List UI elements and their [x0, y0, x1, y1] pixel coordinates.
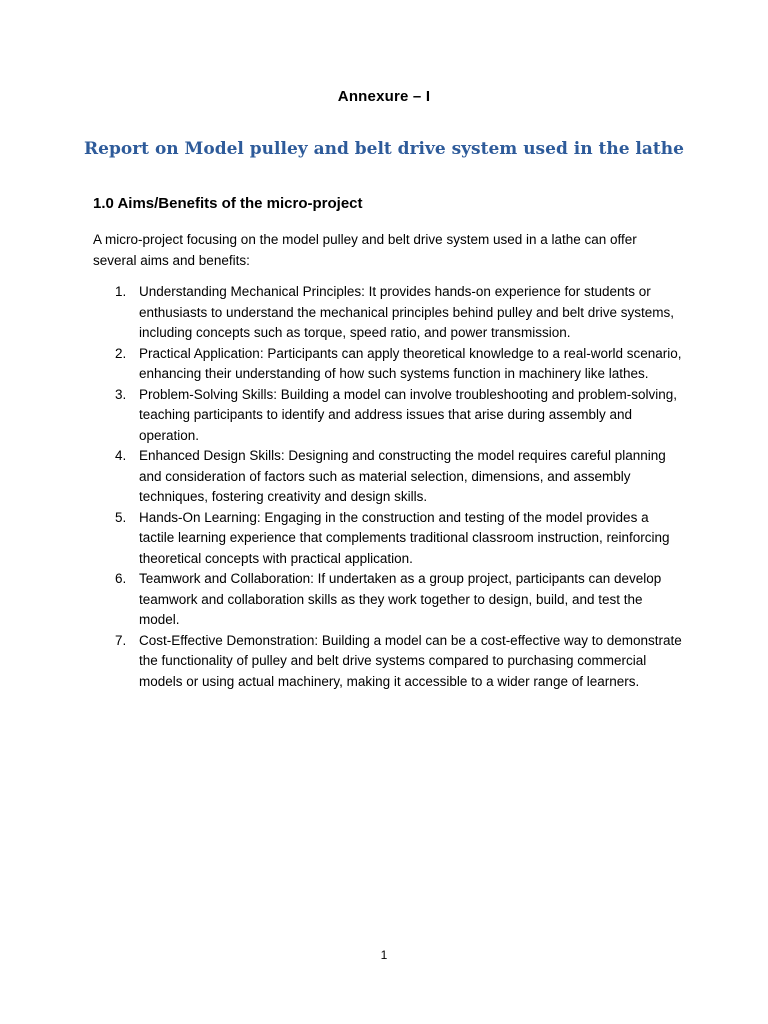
list-item-text: Problem-Solving Skills: Building a model can involve troubleshooting and problem-solving, teaching participants to identify and address issues that arise during assembly and operation.: [139, 386, 678, 443]
list-item: [93, 569, 683, 631]
annexure-title: Annexure – I: [337, 88, 431, 105]
list-item-text: Practical Application: Participants can apply theoretical knowledge to a real-world scenario, enhancing their understanding of how such systems function in machinery like lathes.: [139, 345, 682, 381]
list-item: [93, 385, 683, 447]
list-item: [93, 631, 683, 693]
list-item-number: 7.: [115, 632, 127, 648]
list-item-number: 1.: [115, 284, 127, 299]
section-heading: 1.0 Aims/Benefits of the micro-project: [93, 195, 363, 212]
list-item-number: 2.: [115, 345, 127, 361]
list-item-number: 4.: [115, 448, 127, 463]
list-item-number: 5.: [115, 509, 127, 525]
list-item-number: 3.: [115, 386, 127, 402]
list-item-number: 6.: [115, 571, 127, 586]
list-item: [93, 344, 683, 385]
list-item-text: Hands-On Learning: Engaging in the construction and testing of the model provides a tactile learning experience that complements traditional classroom instruction, reinforcing theoretical concepts with practical application.: [139, 509, 670, 566]
list-item: [93, 446, 683, 508]
benefits-list: [93, 282, 683, 692]
report-title: Report on Model pulley and belt drive system used in the lathe: [84, 139, 684, 159]
list-item-text: Teamwork and Collaboration: If undertaken as a group project, participants can develop teamwork and collaboration skills as they work together to design, build, and test the model.: [139, 571, 662, 627]
intro-paragraph: A micro-project focusing on the model pulley and belt drive system used in a lathe can offer several aims and benefits:: [93, 232, 637, 268]
list-item-text: Understanding Mechanical Principles: It provides hands-on experience for students or enthusiasts to understand the mechanical principles behind pulley and belt drive systems, including concepts such as torque, speed ratio, and power transmission.: [139, 284, 675, 340]
list-item: [93, 508, 683, 570]
list-item: [93, 282, 683, 344]
page-number: 1: [380, 948, 388, 962]
list-item-text: Enhanced Design Skills: Designing and constructing the model requires careful planning and consideration of factors such as material selection, dimensions, and assembly techniques, fostering creativity and design skills.: [139, 448, 666, 504]
list-item-text: Cost-Effective Demonstration: Building a model can be a cost-effective way to demonstrate the functionality of pulley and belt drive systems compared to purchasing commercial models or using actual machinery, making it accessible to a wider range of learners.: [139, 632, 682, 689]
